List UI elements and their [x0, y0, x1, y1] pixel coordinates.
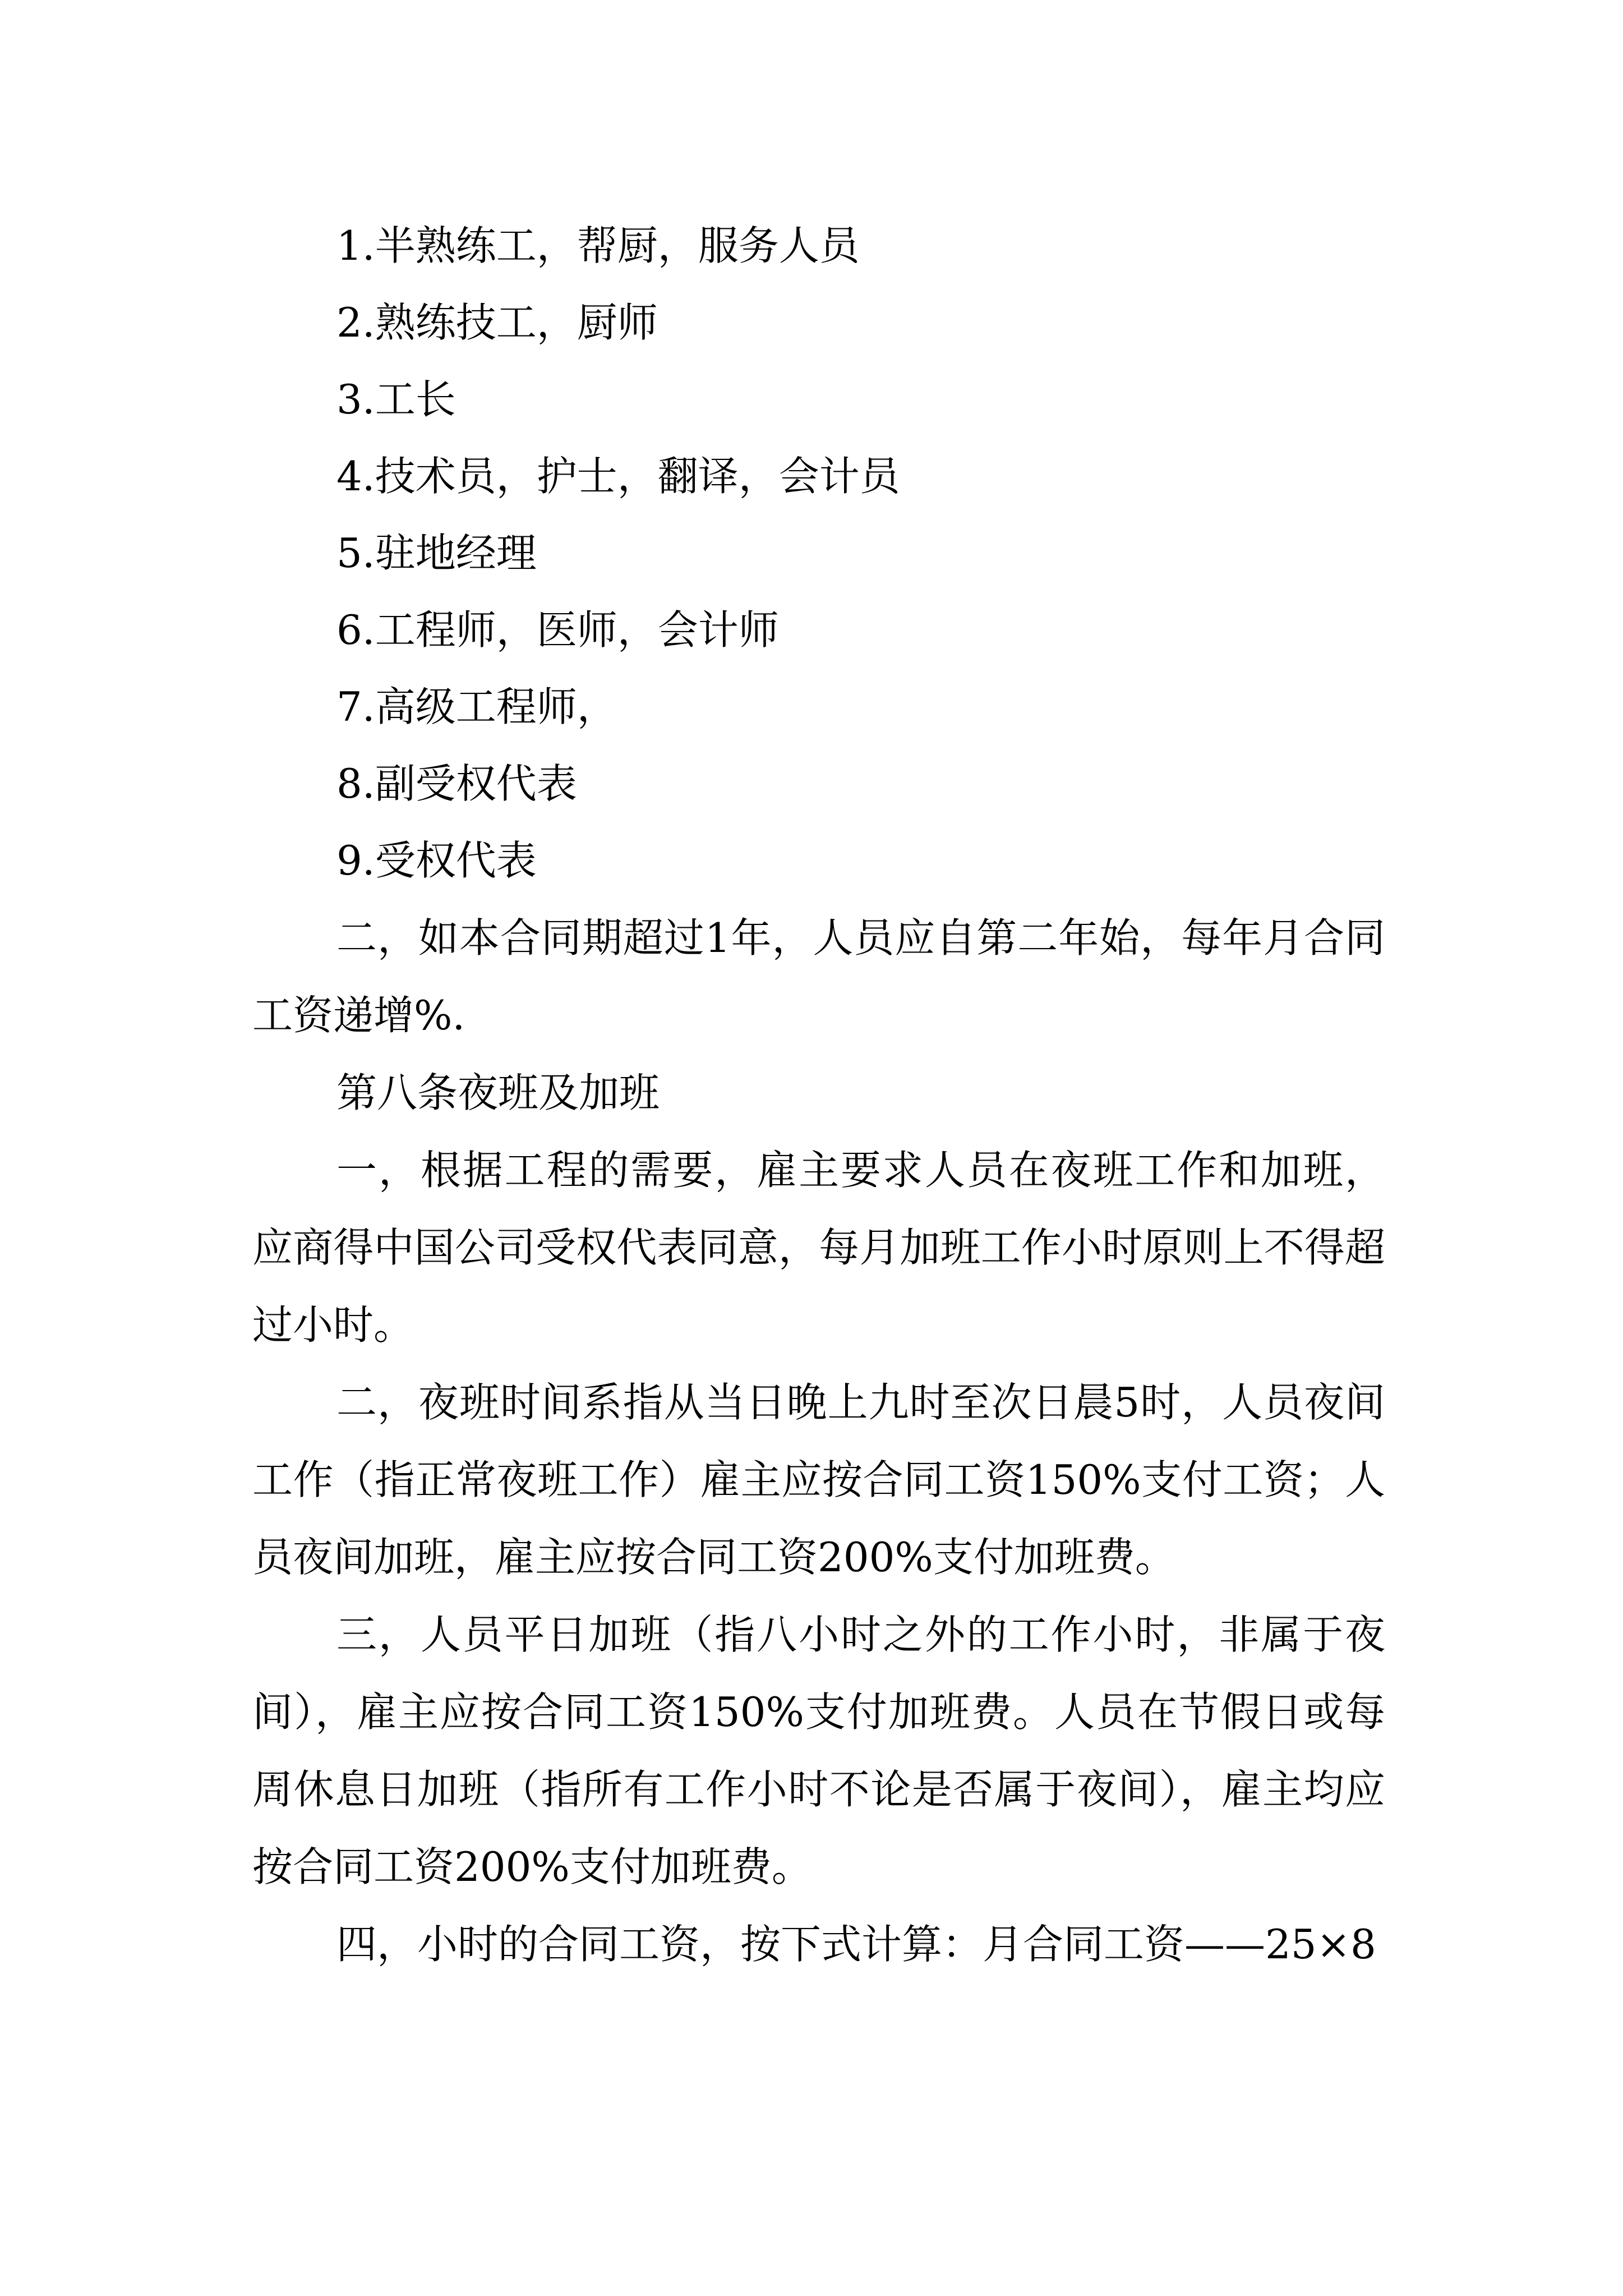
list-item: 1.半熟练工，帮厨，服务人员: [336, 222, 860, 269]
list-item: 3.工长: [336, 376, 456, 423]
list-item: 4.技术员，护士，翻译，会计员: [336, 453, 900, 500]
paragraph-weekday-overtime: 三，人员平日加班（指八小时之外的工作小时，非属于夜间），雇主应按合同工资150%支付加班费。人员在节假日或每周休息日加班（指所有工作小时不论是否属于夜间），雇主均应按合同工资200%支付加班费。: [252, 1611, 1385, 1890]
list-item: 6.工程师，医师，会计师: [336, 606, 779, 654]
document-body: [252, 208, 1385, 1983]
article-heading: 第八条夜班及加班: [336, 1069, 660, 1116]
list-item: 9.受权代表: [336, 837, 537, 884]
list-item: 8.副受权代表: [336, 760, 577, 807]
paragraph-night-shift: 二，夜班时间系指从当日晚上九时至次日晨5时，人员夜间工作（指正常夜班工作）雇主应按合同工资150%支付工资；人员夜间加班，雇主应按合同工资200%支付加班费。: [252, 1379, 1385, 1581]
list-item: 2.熟练技工，厨师: [336, 299, 658, 346]
list-item: 7.高级工程师，: [336, 683, 617, 730]
paragraph-hourly-wage: 四，小时的合同工资，按下式计算：月合同工资——25×8: [336, 1921, 1376, 1968]
paragraph-overtime-approval: 一，根据工程的需要，雇主要求人员在夜班工作和加班，应商得中国公司受权代表同意，每月加班工作小时原则上不得超过小时。: [252, 1147, 1385, 1349]
paragraph-wage-increase: 二，如本合同期超过1年，人员应自第二年始，每年月合同工资递增%.: [252, 914, 1385, 1039]
list-item: 5.驻地经理: [336, 530, 537, 577]
